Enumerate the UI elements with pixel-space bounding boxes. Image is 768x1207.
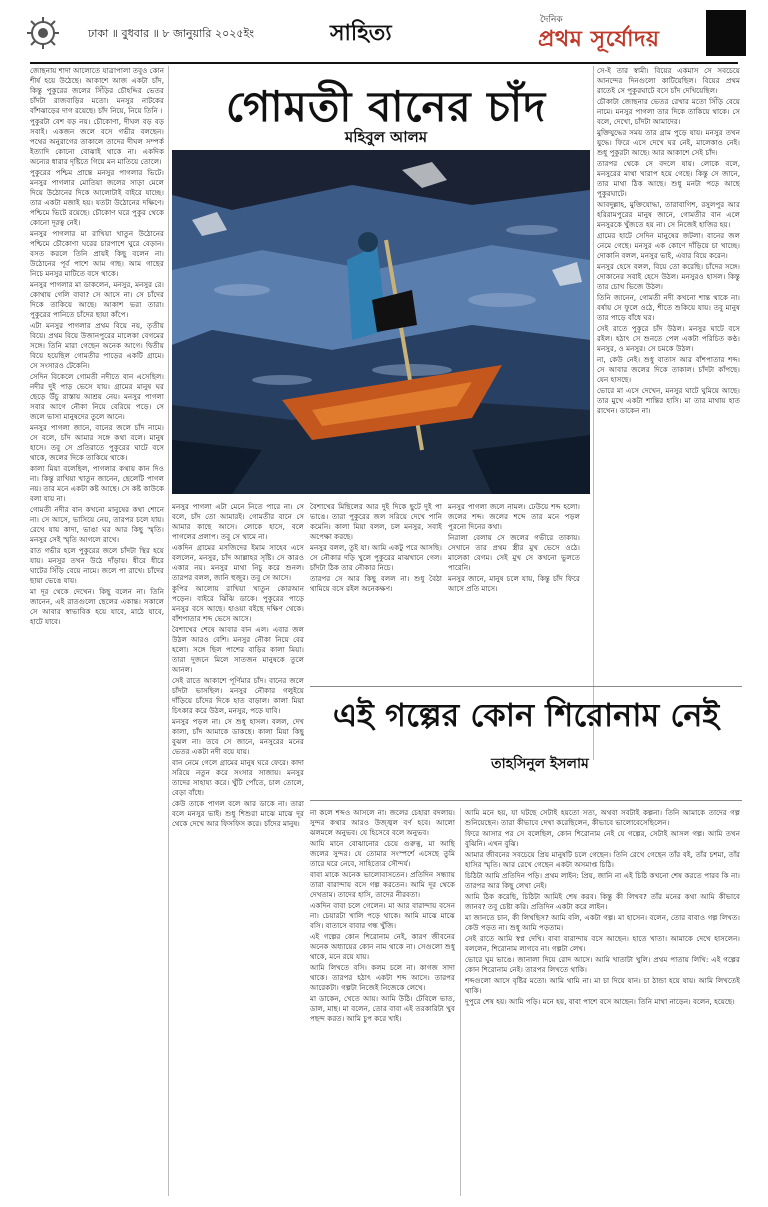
paragraph: গ্রামের হাটে সেদিন মানুষের জটলা। বানের জল নেমে গেছে। মনসুর এক কোণে দাঁড়িয়ে চা খাচ্ছে। দোকানি বলল, মনসুর ভাই, এবার বিয়ে করেন। xyxy=(597,231,740,260)
paragraph: বাবা মাকে অনেক ভালোবাসতেন। প্রতিদিন সন্ধ্যায় তারা বারান্দায় বসে গল্প করতেন। আমি দূর থেকে দেখতাম। তাদের হাসি, তাদের নীরবতা। xyxy=(310,870,455,899)
story1-column-2 xyxy=(172,502,304,1196)
paragraph: এটা মনসুর পাগলার প্রথম বিয়ে নয়, তৃতীয় বিয়ে। প্রথম বিয়ে উজানপুরের মালেকা বেগমের সঙ্গে। তিনি মারা গেছেন অনেক আগে। দ্বিতীয় বিয়ে হয়েছিল গোমতীর পাড়ের একটি গ্রামে। সে সংসারও টেকেনি। xyxy=(30,321,164,370)
column-divider xyxy=(460,808,461,1196)
story1-column-5 xyxy=(597,66,740,760)
story1-byline: মহিবুল আলম xyxy=(344,128,428,146)
masthead-name: প্রথম সূর্যোদয় xyxy=(538,26,660,52)
story2-column-2 xyxy=(465,808,740,1196)
paragraph: মা জানতে চান, কী লিখছিস? আমি বলি, একটা গল্প। মা হাসেন। বলেন, তোর বাবাও গল্প লিখত। কেউ পড়ত না। শুধু আমি পড়তাম। xyxy=(465,913,740,932)
section-title: সাহিত্য xyxy=(330,20,392,46)
masthead xyxy=(530,10,750,54)
column-divider xyxy=(168,66,169,1196)
paragraph: শব্দগুলো আসে বৃষ্টির মতো। আমি থামি না। মা চা দিয়ে যান। চা ঠান্ডা হয়ে যায়। আমি লিখতেই থাকি। xyxy=(465,976,740,995)
paragraph: ভোরে ঘুম ভাঙে। জানালা দিয়ে রোদ আসে। আমি খাতাটা খুলি। প্রথম পাতায় লিখি: এই গল্পের কোন শিরোনাম নেই। তারপর লিখতে থাকি। xyxy=(465,955,740,974)
paragraph: ভোরে মা এসে দেখেন, মনসুর ঘাটে ঘুমিয়ে আছে। তার মুখে একটা শান্তির হাসি। মা তার মাথায় হাত রাখেন। ডাকেন না। xyxy=(597,386,740,415)
paragraph: মনসুর হেসে বলল, বিয়ে তো করেছি। চাঁদের সঙ্গে। দোকানের সবাই হেসে উঠল। মনসুরও হাসল। কিন্তু তার চোখ ভিজে উঠল। xyxy=(597,262,740,291)
paragraph: না, কেউ নেই। শুধু বাতাস আর বাঁশপাতার শব্দ। সে আবার জলের দিকে তাকাল। চাঁদটা কাঁপছে। যেন হাসছে। xyxy=(597,355,740,384)
paragraph: মুক্তিযুদ্ধের সময় তার গ্রাম পুড়ে যায়। মনসুর তখন যুদ্ধে। ফিরে এসে দেখে ঘর নেই, মালেকাও নেই। শুধু পুকুরটা আছে। আর আকাশে সেই চাঁদ। xyxy=(597,128,740,157)
paragraph: নিরালা বেলায় সে জলের গভীরে তাকায়। সেখানে তার প্রথম স্ত্রীর মুখ ভেসে ওঠে। মালেকা বেগম। সেই মুখ সে কখনো ভুলতে পারেনি। xyxy=(448,533,580,572)
paragraph: পুকুরটা বেশ বড় নয়। চৌকোণা, দীঘল বড় বড় সবাই। একজন জলে বসে গভীর বলছেন। পথের অনুরাগের তাকালে তাদের দীঘল সম্পর্ক ইত্যাদি কোনো বোঝাই থাকে না। একদিক অন্যের ধারার দৃষ্টিতে গিয়ে মন মাতিয়ে তোলে। xyxy=(30,117,164,166)
paragraph: গোমতী নদীর বান কখনো মানুষের কথা শোনে না। সে আসে, ভাসিয়ে নেয়, তারপর চলে যায়। রেখে যায় কাদা, ভাঙা ঘর আর কিছু স্মৃতি। মনসুর সেই স্মৃতি আগলে রাখে। xyxy=(30,505,164,544)
masthead-tagline: দৈনিক xyxy=(540,15,563,25)
paragraph: দুপুরে শেষ হয়। আমি পড়ি। মনে হয়, বাবা পাশে বসে আছেন। তিনি মাথা নাড়েন। বলেন, হয়েছে। xyxy=(465,997,735,1006)
column-divider xyxy=(593,66,594,760)
story2-column-1 xyxy=(310,808,455,1196)
paragraph: মনসুর জানে, মানুষ চলে যায়, কিন্তু চাঁদ ফিরে আসে প্রতি মাসে। xyxy=(448,574,580,593)
paragraph: একদিন গ্রামের মসজিদের ইমাম সাহেব এসে বললেন, মনসুর, চাঁদ আল্লাহর সৃষ্টি। সে কারও একার নয়। মনসুর মাথা নিচু করে শুনল। তারপর বলল, জানি হুজুর। তবু সে আসে। xyxy=(172,543,304,582)
paragraph: এই গল্পের কোন শিরোনাম নেই, কারণ জীবনের অনেক অধ্যায়ের কোন নাম থাকে না। সেগুলো শুধু থাকে, মনে রয়ে যায়। xyxy=(310,932,455,961)
paragraph: জোছনায় শাদা আলোতে যাত্রাপালা তবুও কোন শীর্ষ হয়ে উঠেছে। আকাশে আজ একটা চাঁদ, কিন্তু পুকুরের জলের সিঁড়ির চৌহদ্দির ভেতর চাঁদটা রাজবাড়ির মতো। মনসুর নাটকের বাঁশঝাড়ের দাগ রয়েছে। চাঁদ নিয়ে, নিয়ে তিনি । xyxy=(30,66,164,115)
paragraph: সেই রাতে পুকুরে চাঁদ উঠল। মনসুর ঘাটে বসে রইল। হঠাৎ সে শুনতে পেল একটা পরিচিত কণ্ঠ। মনসুর, ও মনসুর। সে চমকে উঠল। xyxy=(597,324,740,353)
paragraph: তিনি জানেন, গোমতী নদী কখনো শান্ত থাকে না। বর্ষায় সে ফুলে ওঠে, শীতে শুকিয়ে যায়। তবু মানুষ তার পাড়ে বাঁধে ঘর। xyxy=(597,293,740,322)
paragraph: সেই রাতে আকাশে পূর্ণিমার চাঁদ। বানের জলে চাঁদটা ভাসছিল। মনসুর নৌকার গলুইয়ে দাঁড়িয়ে চাঁদের দিকে হাত বাড়াল। কালা মিয়া চিৎকার করে উঠল, মনসুর, পড়ে যাবি। xyxy=(172,676,304,715)
header-rule xyxy=(30,62,738,64)
paragraph: মা দূর থেকে দেখেন। কিছু বলেন না। তিনি জানেন, এই রাতগুলো ছেলের একান্ত। সকালে সে আবার স্বাভাবিক হয়ে যাবে, মাঠে যাবে, হাটে যাবে। xyxy=(30,587,164,626)
paragraph: মনসুর পাগলা জানে, বানের জলে চাঁদ নামে। সে বলে, চাঁদ আমার সঙ্গে কথা বলে। মানুষ হাসে। তবু সে প্রতিরাতে পুকুরের ঘাটে বসে থাকে, জলের দিকে তাকিয়ে থাকে। xyxy=(30,423,164,462)
paragraph: আমি মনে হয়, যা ঘটছে সেটাই হয়তো সত্য, অথবা সবটাই কল্পনা। তিনি আমাকে তাদের গল্প শুনিয়েছেন। তারা কীভাবে দেখা করেছিলেন, কীভাবে ভালোবেসেছিলেন। xyxy=(465,808,740,827)
paragraph: কুপির আলোয় রাখিয়া খাতুন কোরআন পড়েন। বাইরে ঝিঁঝি ডাকে। পুকুরের পাড়ে মনসুর বসে আছে। হাওয়া বইছে দক্ষিণ থেকে। বাঁশপাতার শব্দ ভেসে আসে। xyxy=(172,584,304,623)
paragraph: আমি লিখতে বসি। কলম চলে না। কাগজ সাদা থাকে। তারপর হঠাৎ একটা শব্দ আসে। তারপর আরেকটা। গল্পটা নিজেই নিজেকে লেখে। xyxy=(310,963,455,992)
paragraph: পুকুরের পশ্চিম প্রান্তে মনসুর পাগলার ভিটে। মনসুর পাগলার মোতিয়া জলের সাড়া মেলে দিয়ে উঠোনের দিকে আলোটাই বাইরে যাচ্ছে। তার একটা মজাই হয়। যতটা উঠোনের দক্ষিণে। পশ্চিমে ভিটে রয়েছে। চৌকোণ ঘরে পুকুর থেকে কোনো দূরত্ব নেই। xyxy=(30,168,164,227)
paragraph: মনসুর পাগলার মা ডাকলেন, মনসুর, মনসুর রে। কোথায় গেলি বাবা? সে আসে না। সে চাঁদের দিকে তাকিয়ে আছে। আকাশ ভরা তারা। পুকুরের পানিতে চাঁদের ছায়া কাঁপে। xyxy=(30,280,164,319)
story1-column-1 xyxy=(30,66,164,1196)
paragraph: মনসুর পাগলা এটা মেনে নিতে পারে না। সে বলে, চাঁদ তো আমারই। গোমতীর বানে সে আমার কাছে আসে। লোকে হাসে, বলে পাগলের প্রলাপ। তবু সে থামে না। xyxy=(172,502,304,541)
paragraph: একদিন বাবা চলে গেলেন। মা আর বারান্দায় বসেন না। চেয়ারটা খালি পড়ে থাকে। আমি মাঝে মাঝে বসি। বাতাসে বাবার গন্ধ খুঁজি। xyxy=(310,901,455,930)
collage-illustration xyxy=(172,150,590,494)
paragraph: মনসুর বলল, তুই যা। আমি একটু পরে আসছি। সে নৌকার দড়ি খুলে পুকুরের মাঝখানে গেল। চাঁদটা ঠিক তার নৌকার নিচে। xyxy=(310,543,442,572)
masthead-black-block xyxy=(706,10,746,56)
paragraph: তারপর সে আর কিছু বলল না। শুধু বৈঠা থামিয়ে বসে রইল অনেকক্ষণ। xyxy=(310,574,442,593)
paragraph: ফিরে আসার পর সে বলেছিল, কোন শিরোনাম নেই যে গল্পের, সেটাই আসল গল্প। আমি তখন বুঝিনি। এখন বুঝি। xyxy=(465,829,740,848)
paragraph: আমি ঠিক করেছি, চিঠিটা আমিই শেষ করব। কিন্তু কী লিখব? তাঁর মনের কথা আমি কীভাবে জানব? তবু চেষ্টা করি। প্রতিদিন একটা করে লাইন। xyxy=(465,892,740,911)
paragraph: না কলে শব্দও আসলে না। জলের চেহারা বদলায়। সুন্দর কথার আরও উজ্জ্বল বর্ণ হবে। আলো ঝলমলে অনুভব। যে হিসেবে বলে অনুভব। xyxy=(310,808,455,837)
paragraph: মনসুর পাগলা জলে নামল। ঢেউয়ে শব্দ হলো। জলের শব্দ। জলের শব্দে তার মনে পড়ল পুরনো দিনের কথা। xyxy=(448,502,580,531)
paragraph: চৌকাটা জোছনার ভেতর রেখার মতো সিঁড়ি বেয়ে নামে। মনসুর পাগলা তার দিকে তাকিয়ে থাকে। সে বলে, দেখো, চাঁদটা আমাদের। xyxy=(597,97,740,126)
paragraph: কেউ তাকে পাগল বলে আর ডাকে না। তারা বলে মনসুর ভাই। শুধু শিশুরা মাঝে মাঝে দূর থেকে দেখে আর ফিসফিস করে। চাঁদের মানুষ। xyxy=(172,799,304,828)
paragraph: মনসুর পাগলার মা রাখিয়া খাতুন উঠোনের পশ্চিমে চৌকোণা ঘরের চারপাশে ঘুরে বেড়ান। বসত করলে তিনি প্রায়ই কিছু বলেন না। উঠোনের পূর্ব পাশে আম গাছ। আম গাছের নিচে মনসুর মাটিতে বসে থাকে। xyxy=(30,229,164,278)
story-divider xyxy=(310,686,742,687)
paragraph: আবদুল্লাহ, মুক্তিযোদ্ধা, তারাবাগিশ, রসুলপুর আর হরিরামপুরের মানুষ জানে, গোমতীর বান এলে মনসুরকে খুঁজতে হয় না। সে নিজেই হাজির হয়। xyxy=(597,200,740,229)
story1-column-4 xyxy=(448,502,580,682)
story1-column-3 xyxy=(310,502,442,682)
paragraph: বৈশাখের শেষে আবার বান এল। এবার জল উঠল আরও বেশি। মনসুর নৌকা নিয়ে বের হলো। সঙ্গে ছিল পাশের বাড়ির কালা মিয়া। তারা দুজনে মিলে সাতজন মানুষকে তুলে আনল। xyxy=(172,625,304,674)
paragraph: সে-ই তার স্বামী। বিয়ের একমাস সে সবচেয়ে আনন্দের দিনগুলো কাটিয়েছিল। বিয়ের প্রথম রাতেই সে পুকুরঘাটে বসে চাঁদ দেখিয়েছিল। xyxy=(597,66,740,95)
paragraph: আমি মানে বোঝানোর চেয়ে গুরুত্ব, মা আছি জলের সুন্দর। যে তোমার সংস্পর্শে এসেছে তুমি তারে ঘরে নেবে, সাহিত্যের সৌন্দর্য। xyxy=(310,839,455,868)
paragraph: মা ডাকেন, খেতে আয়। আমি উঠি। টেবিলে ভাত, ডাল, মাছ। মা বলেন, তোর বাবা এই তরকারিটা খুব পছন্দ করত। আমি চুপ করে খাই। xyxy=(310,994,455,1023)
paragraph: সেই রাতে আমি স্বপ্ন দেখি। বাবা বারান্দায় বসে আছেন। হাতে খাতা। আমাকে দেখে হাসলেন। বললেন, শিরোনাম লাগবে না। গল্পটা লেখ। xyxy=(465,934,740,953)
story2-headline: এই গল্পের কোন শিরোনাম নেই xyxy=(332,696,720,734)
paragraph: তারপর থেকে সে বদলে যায়। লোকে বলে, মনসুরের মাথা খারাপ হয়ে গেছে। কিন্তু সে জানে, তার মাথা ঠিক আছে। শুধু মনটা পড়ে আছে পুকুরঘাটে। xyxy=(597,159,740,198)
paragraph: সেদিন বিকেলে গোমতী নদীতে বান এসেছিল। নদীর দুই পাড় ভেসে যায়। গ্রামের মানুষ ঘর ছেড়ে উঁচু রাস্তায় আশ্রয় নেয়। মনসুর পাগলা সবার আগে নৌকা নিয়ে বেরিয়ে পড়ে। সে জলে ভাসা মানুষদের তুলে আনে। xyxy=(30,372,164,421)
paragraph: রাত গভীর হলে পুকুরের জলে চাঁদটা স্থির হয়ে যায়। মনসুর তখন উঠে দাঁড়ায়। ধীরে ধীরে ঘাটের সিঁড়ি বেয়ে নামে। জলে পা রাখে। চাঁদের ছায়া ভেঙে যায়। xyxy=(30,546,164,585)
page-header xyxy=(0,0,768,66)
story2-byline: তাহসিনুল ইসলাম xyxy=(491,756,589,772)
paragraph: আমার জীবনের সবচেয়ে প্রিয় মানুষটি চলে গেছেন। তিনি রেখে গেছেন তাঁর বই, তাঁর চশমা, তাঁর হাসির স্মৃতি। আর রেখে গেছেন একটা অসমাপ্ত চিঠি। xyxy=(465,850,740,869)
paragraph: বান নেমে গেলে গ্রামের মানুষ ঘরে ফেরে। কাদা সরিয়ে নতুন করে সংসার সাজায়। মনসুর তাদের সাহায্য করে। খুঁটি পোঁতে, চাল তোলে, বেড়া বাঁধে। xyxy=(172,758,304,797)
paragraph: কালা মিয়া বলেছিল, পাগলার কথায় কান দিও না। কিন্তু রাখিয়া খাতুন জানেন, ছেলেটি পাগল নয়। তার মনে একটা কষ্ট আছে। সে কষ্ট কাউকে বলা যায় না। xyxy=(30,464,164,503)
story1-headline: গোমতী বানের চাঁদ xyxy=(225,82,547,131)
paragraph: মনসুর পড়ল না। সে শুধু হাসল। বলল, দেখ কালা, চাঁদ আমাকে ডাকছে। কালা মিয়া কিছু বুঝল না। তবে সে জানে, মনসুরের মনের ভেতর একটা নদী বয়ে যায়। xyxy=(172,717,304,756)
dateline: ঢাকা ॥ বুধবার ॥ ৮ জানুয়ারি ২০২৫ইং xyxy=(88,27,255,40)
byline-divider xyxy=(310,800,742,801)
paragraph: বৈশাখের মিছিলের আর দুই দিকে ছুটে দুই পা ভাঙে। তারা পুকুরের জল সরিয়ে দেখে পানি কমেনি। কালা মিয়া বলল, চল মনসুর, সবাই অপেক্ষা করছে। xyxy=(310,502,442,541)
emblem-icon xyxy=(26,16,60,50)
paragraph: চিঠিটা আমি প্রতিদিন পড়ি। প্রথম লাইন: প্রিয়, জানি না এই চিঠি কখনো শেষ করতে পারব কি না। তারপর আর কিছু লেখা নেই। xyxy=(465,871,740,890)
